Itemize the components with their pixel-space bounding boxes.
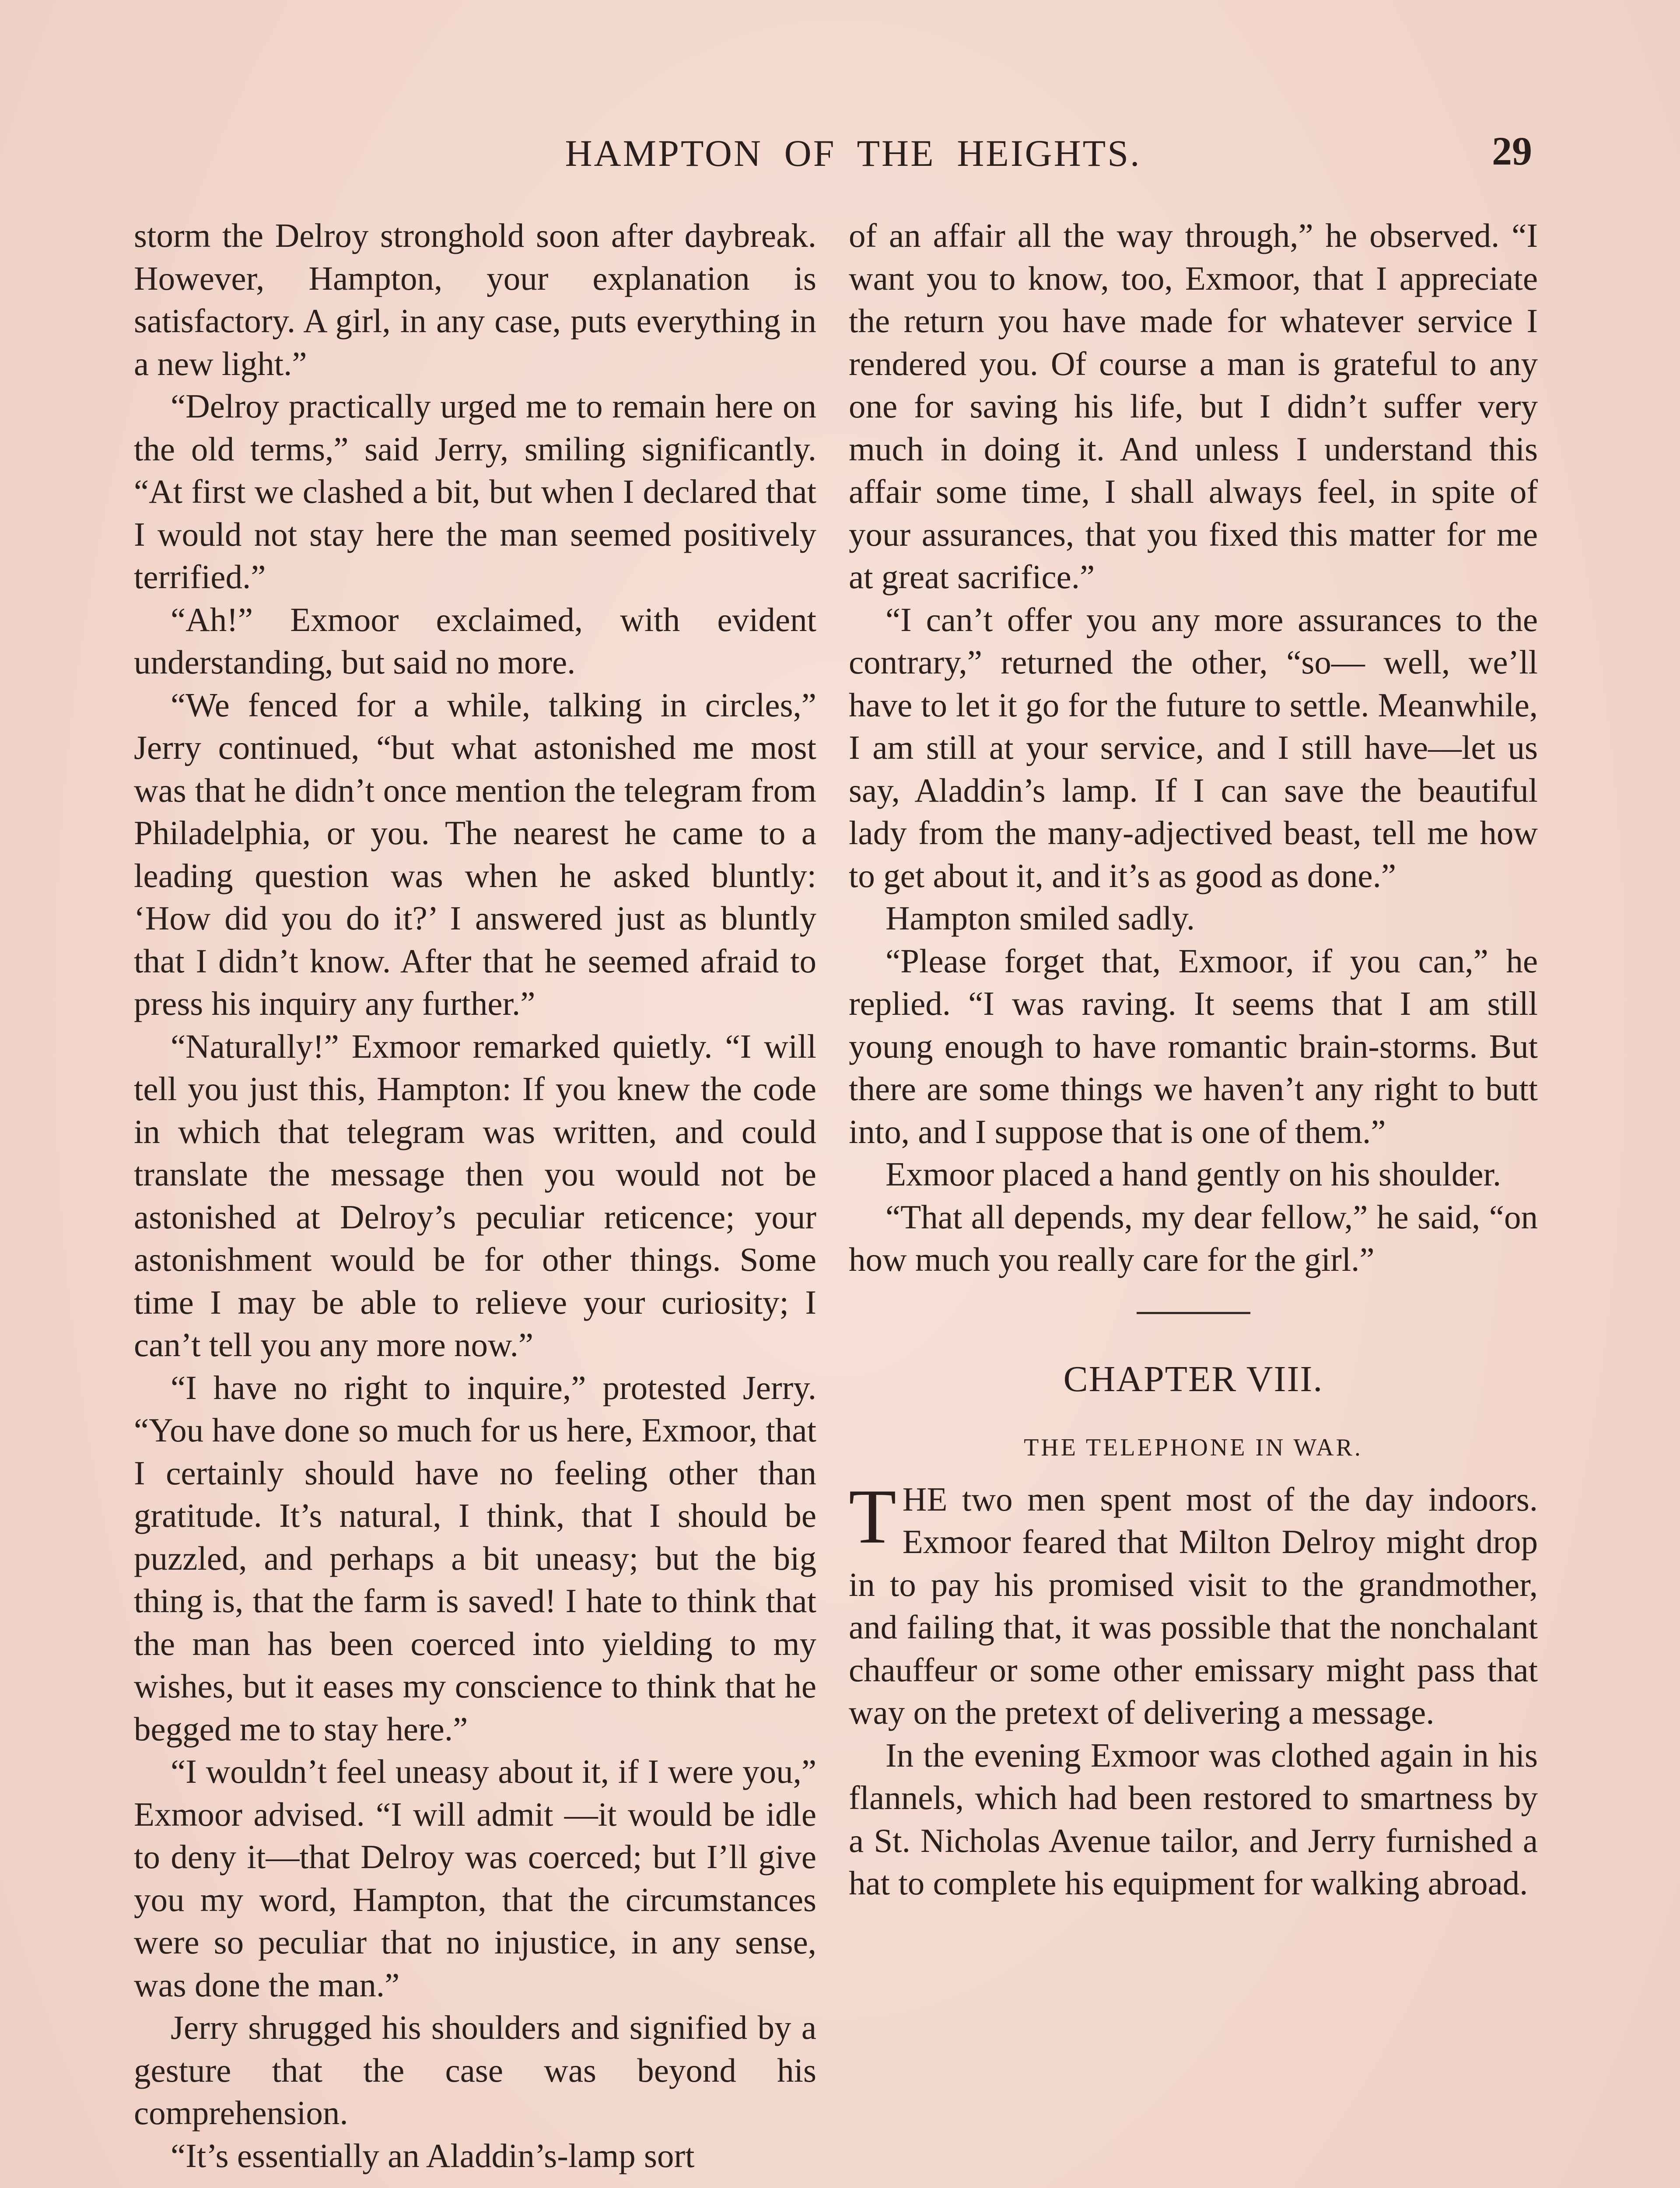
paragraph: “Naturally!” Exmoor remarked quietly. “I will tell you just this, Hampton: If you knew the code in which that telegram was written, and could translate the message then you would not be astonished at Delroy’s peculiar reticence; your astonishment would be for other things. Some time I may be able to relieve your curiosity; I can’t tell you any more now.” [134,1027,816,1364]
left-column [134,214,816,2177]
section-divider [1137,1312,1250,1314]
paragraph: storm the Delroy stronghold soon after daybreak. However, Hampton, your explanation is satisfactory. A girl, in any case, puts everything in a new light.” [134,217,816,382]
paragraph: “That all depends, my dear fellow,” he said, “on how much you really care for the girl.” [849,1198,1538,1278]
running-head: HAMPTON OF THE HEIGHTS. [565,132,1141,174]
paragraph: “Delroy practically urged me to remain here on the old terms,” said Jerry, smiling significantly. “At first we clashed a bit, but when I declared that I would not stay here the man seemed positively terrified.” [134,387,816,596]
paragraph: “Ah!” Exmoor exclaimed, with evident understanding, but said no more. [134,600,816,681]
paragraph: Jerry shrugged his shoulders and signified by a gesture that the case was beyond his comprehension. [134,2009,816,2132]
paragraph: “We fenced for a while, talking in circles,” Jerry continued, “but what astonished me most was that he didn’t once mention the telegram from Philadelphia, or you. The nearest he came to a leading question was when he asked bluntly: ‘How did you do it?’ I answered just as bluntly that I didn’t know. After that he seemed afraid to press his inquiry any further.” [134,686,816,1022]
paragraph-text: HE two men spent most of the day indoors. Exmoor feared that Milton Delroy might drop in to pay his promised visit to the grandmother, and failing that, it was possible that the nonchalant chauffeur or some other emissary might pass that way on the pretext of delivering a message. [849,1480,1538,1731]
page-number: 29 [1492,129,1532,173]
paragraph: “It’s essentially an Aladdin’s-lamp sort [171,2136,695,2174]
drop-cap: T [849,1473,896,1560]
paragraph: In the evening Exmoor was clothed again in his flannels, which had been restored to smartness by a St. Nicholas Avenue tailor, and Jerry furnished a hat to complete his equipment for walking abroad. [849,1736,1538,1902]
paragraph: “I can’t offer you any more assurances to the contrary,” returned the other, “so— well, we’ll have to let it go for the future to settle. Meanwhile, I am still at your service, and I still have—let us say, Aladdin’s lamp. If I can save the beautiful lady from the many-adjectived beast, tell me how to get about it, and it’s as good as done.” [849,600,1538,894]
chapter-subtitle: THE TELEPHONE IN WAR. [1024,1434,1363,1461]
paragraph: of an affair all the way through,” he observed. “I want you to know, too, Exmoor, that I appreciate the return you have made for whatever service I rendered you. Of course a man is grateful to any one for saving his life, but I didn’t suffer very much in doing it. And unless I understand this affair some time, I shall always feel, in spite of your assurances, that you fixed this matter for me at great sacrifice.” [849,217,1538,596]
paragraph: “I have no right to inquire,” protested Jerry. “You have done so much for us here, Exmoor, that I certainly should have no feeling other than gratitude. It’s natural, I think, that I should be puzzled, and perhaps a bit uneasy; but the big thing is, that the farm is saved! I hate to think that the man has been coerced into yielding to my wishes, but it eases my conscience to think that he begged me to stay here.” [134,1368,816,1748]
paragraph: “Please forget that, Exmoor, if you can,” he replied. “I was raving. It seems that I am still young enough to have romantic brain-storms. But there are some things we haven’t any right to butt into, and I suppose that is one of them.” [849,942,1538,1150]
right-column [849,214,1538,1905]
paragraph: “I wouldn’t feel uneasy about it, if I were you,” Exmoor advised. “I will admit —it would be idle to deny it—that Delroy was coerced; but I’ll give you my word, Hampton, that the circumstances were so peculiar that no injustice, in any sense, was done the man.” [134,1753,816,2004]
chapter-title: CHAPTER VIII. [1063,1358,1323,1399]
paragraph: Exmoor placed a hand gently on his shoulder. [886,1155,1502,1193]
chapter-opening-paragraph [849,1473,1538,1734]
paragraph: Hampton smiled sadly. [886,899,1195,937]
